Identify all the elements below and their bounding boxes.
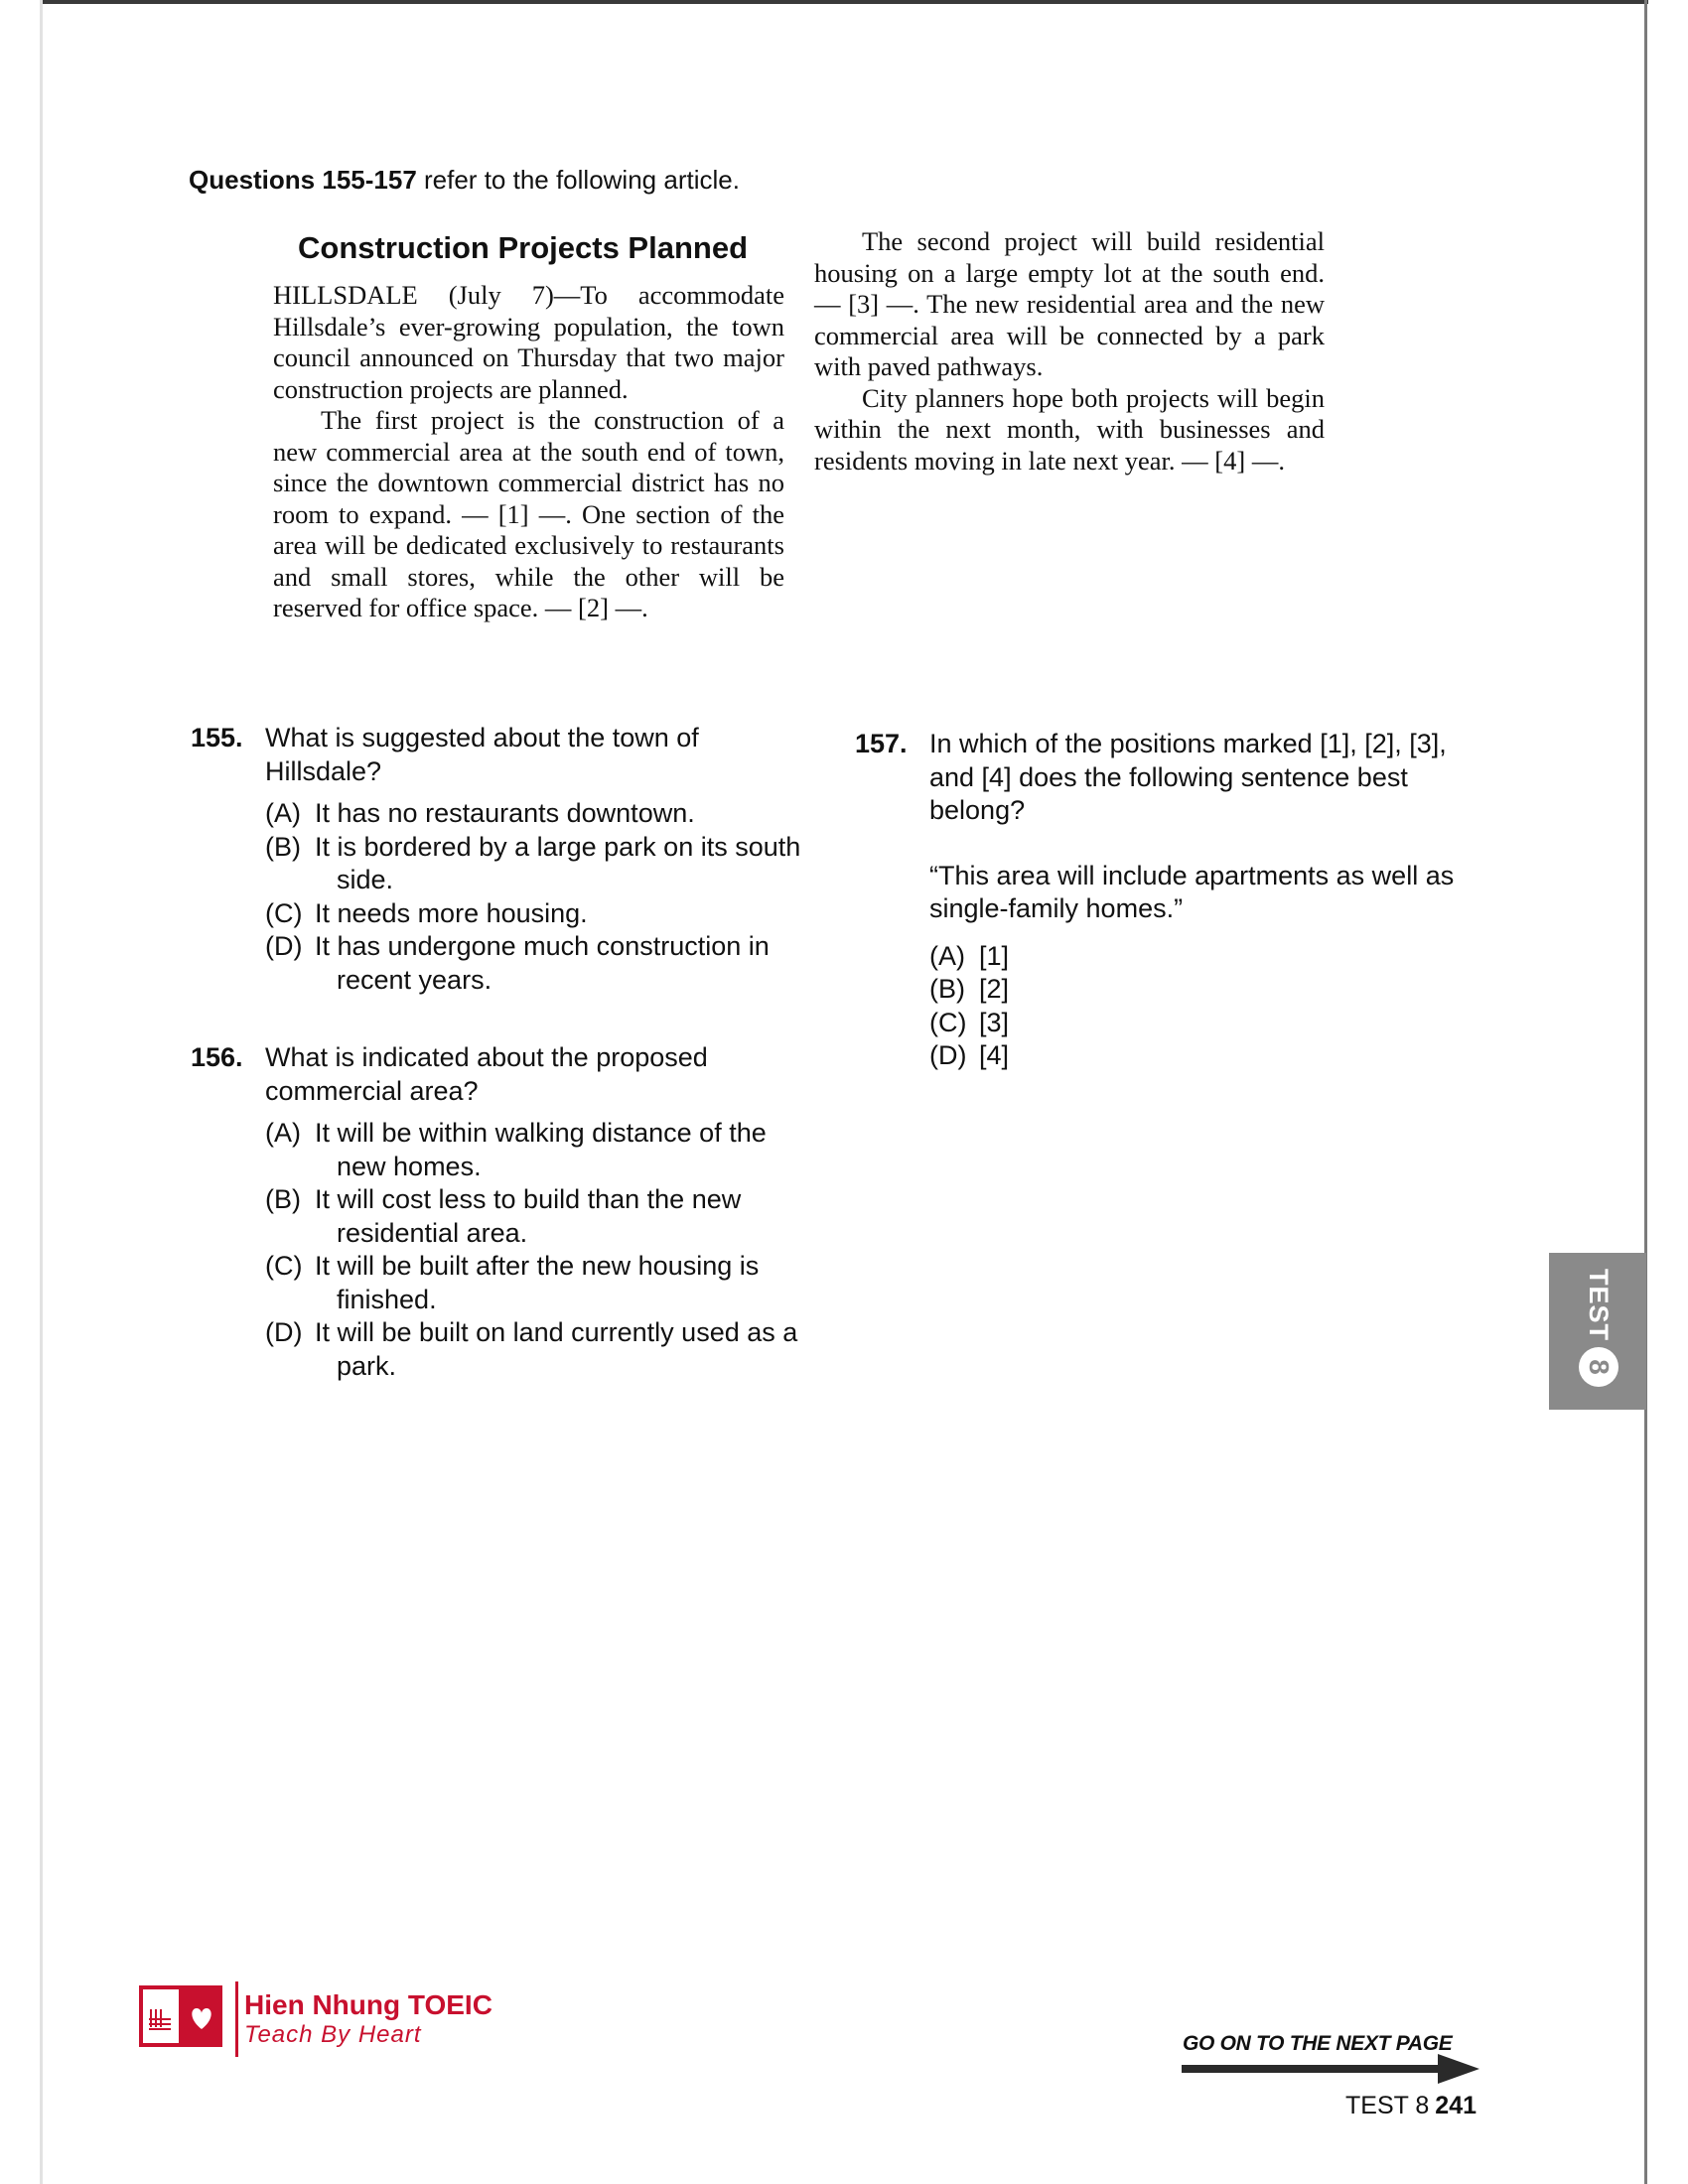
option-letter: (D) (929, 1040, 967, 1070)
insert-sentence-quote: “This area will include apartments as well as single-family homes.” (929, 860, 1455, 923)
next-page-label: GO ON TO THE NEXT PAGE (1183, 2032, 1453, 2055)
option-letter: (B) (929, 974, 965, 1004)
brand-divider (235, 1981, 238, 2057)
answer-option[interactable] (265, 797, 816, 831)
scan-edge-top (40, 0, 1648, 4)
article-paragraph: The second project will build residential housing on a large empty lot at the south end. — [3] —. The new residential area and the new commercial area will be connected by a park with paved pathways. (814, 226, 1325, 381)
option-text: It will be within walking distance of the new homes. (315, 1118, 767, 1181)
answer-option[interactable] (265, 897, 816, 931)
answer-option[interactable] (265, 1316, 816, 1383)
brand-block (244, 1989, 492, 2049)
question-stem: What is suggested about the town of Hillsdale? (265, 723, 699, 786)
test-tab-number: 8 (1583, 1359, 1615, 1375)
answer-option[interactable] (929, 1007, 1471, 1040)
option-letter: (D) (265, 931, 303, 961)
questions-intro-rest: refer to the following article. (416, 165, 740, 195)
option-text: It will be built on land currently used as a park. (315, 1317, 798, 1381)
option-letter: (C) (929, 1007, 967, 1037)
answer-option[interactable] (265, 1183, 816, 1250)
answer-option[interactable] (929, 973, 1471, 1007)
answer-options (929, 940, 1471, 1073)
answer-option[interactable] (265, 1250, 816, 1316)
option-letter: (A) (265, 1118, 301, 1148)
question-number: 156. (191, 1042, 243, 1072)
book-heart-icon (137, 1981, 226, 2053)
questions-range: Questions 155-157 (189, 165, 417, 195)
option-text: It needs more housing. (315, 897, 588, 928)
test-tab-label: TEST (1584, 1269, 1614, 1342)
footer-test-label: TEST 8 (1345, 2092, 1430, 2119)
option-letter: (A) (265, 798, 301, 828)
option-letter: (B) (265, 1184, 301, 1214)
option-text: It is bordered by a large park on its south side. (315, 831, 801, 894)
answer-option[interactable] (929, 1039, 1471, 1073)
option-text: It will cost less to build than the new residential area. (315, 1184, 742, 1248)
question-157 (855, 728, 1471, 1073)
brand-tagline: Teach By Heart (244, 2021, 422, 2048)
article-paragraph: HILLSDALE (July 7)—To accommodate Hillsdale’s ever-growing population, the town council announced on Thursday that two major construction projects are planned. (273, 280, 784, 404)
article-column-right (814, 226, 1325, 477)
questions-intro (189, 163, 740, 197)
test-tab-number-badge (1579, 1347, 1618, 1387)
option-text: [2] (979, 974, 1010, 1004)
page-footer (1345, 2089, 1477, 2122)
answer-option[interactable] (929, 940, 1471, 974)
question-number: 155. (191, 723, 243, 752)
option-letter: (D) (265, 1317, 303, 1347)
answer-options (265, 1117, 816, 1383)
option-text: [4] (979, 1040, 1010, 1070)
question-number: 157. (855, 729, 908, 758)
answer-option[interactable] (265, 831, 816, 897)
test-side-tab (1549, 1253, 1646, 1410)
article-paragraph: City planners hope both projects will begin within the next month, with businesses and residents moving in late next year. — [4] —. (814, 382, 1325, 476)
page-number: 241 (1435, 2092, 1477, 2119)
option-text: It has undergone much construction in recent years. (315, 931, 770, 995)
scan-edge-left (40, 0, 43, 2184)
arrow-right-icon (1182, 2054, 1479, 2084)
option-letter: (B) (265, 831, 301, 862)
option-letter: (C) (265, 1251, 303, 1281)
article-column-left (273, 280, 784, 624)
option-letter: (A) (929, 940, 965, 971)
brand-name: Hien Nhung TOEIC (244, 1989, 492, 2020)
option-text: It will be built after the new housing is finished. (315, 1251, 760, 1314)
answer-option[interactable] (265, 930, 816, 997)
question-stem: What is indicated about the proposed commercial area? (265, 1042, 708, 1106)
question-155 (191, 722, 816, 997)
option-text: [3] (979, 1007, 1010, 1037)
article-paragraph: The first project is the construction of a new commercial area at the south end of town, since the downtown commercial district has no room to expand. — [1] —. One section of the area will be dedicated exclusively to restaurants and small stores, while the other will be reserved for office space. — [2] —. (273, 405, 784, 622)
option-letter: (C) (265, 897, 303, 928)
answer-options (265, 797, 816, 997)
answer-option[interactable] (265, 1117, 816, 1183)
option-text: [1] (979, 940, 1010, 971)
scan-edge-right (1644, 0, 1647, 2184)
question-stem: In which of the positions marked [1], [2], [3], and [4] does the following sentence best belong? (929, 729, 1447, 825)
question-156 (191, 1041, 816, 1383)
article-title: Construction Projects Planned (298, 230, 749, 265)
option-text: It has no restaurants downtown. (315, 798, 695, 828)
